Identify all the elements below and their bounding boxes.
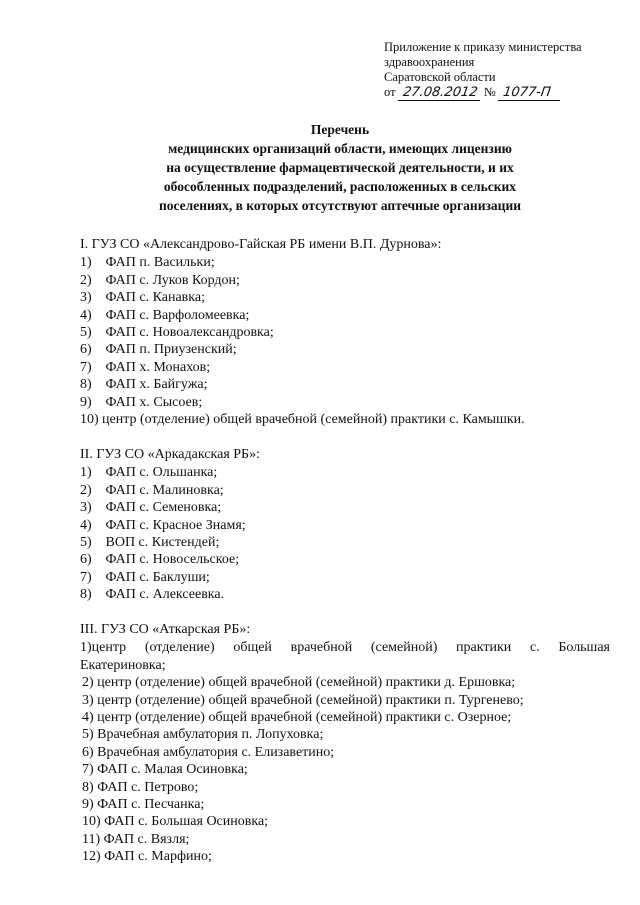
list-item: 3) ФАП с. Семеновка; <box>80 500 222 516</box>
list-item: 5) ФАП с. Новоалександровка; <box>80 325 274 341</box>
list-item: 4) центр (отделение) общей врачебной (семейной) практики с. Озерное; <box>82 710 512 726</box>
appendix-order-line <box>384 85 624 101</box>
list-item: 8) ФАП с. Алексеевка. <box>80 587 225 603</box>
list-item: 6) ФАП с. Новосельское; <box>80 552 240 568</box>
list-item: 7) ФАП с. Баклуши; <box>80 569 210 585</box>
list-item: 5) ВОП с. Кистендей; <box>80 535 220 551</box>
list-item: 4) ФАП с. Варфоломеевка; <box>80 307 250 323</box>
list-item: 2) ФАП с. Луков Кордон; <box>80 272 240 288</box>
list-item: 7) ФАП с. Малая Осиновка; <box>82 762 248 778</box>
section-2 <box>80 446 610 604</box>
document-title <box>90 120 590 215</box>
title-line-2: медицинских организаций области, имеющих лицензию <box>168 141 512 156</box>
list-item: 3) ФАП с. Канавка; <box>80 290 205 306</box>
title-line-1: Перечень <box>310 122 370 137</box>
title-line-3: на осуществление фармацевтической деятельности, и их <box>166 160 514 175</box>
list-item: 10) центр (отделение) общей врачебной (семейной) практики с. Камышки. <box>80 412 525 428</box>
list-item: 2) ФАП с. Малиновка; <box>80 482 224 498</box>
section-heading: II. ГУЗ СО «Аркадакская РБ»: <box>80 447 260 462</box>
title-line-4: обособленных подразделений, расположенных в сельских <box>163 179 517 194</box>
list-item: 6) ФАП п. Приузенский; <box>80 342 237 358</box>
list-item: 1) ФАП п. Васильки; <box>80 255 215 271</box>
list-item: 12) ФАП с. Марфино; <box>82 849 212 865</box>
list-item: 5) Врачебная амбулатория п. Лопуховка; <box>82 727 324 743</box>
from-label: от <box>384 85 396 99</box>
appendix-line-3: Саратовской области <box>384 70 496 84</box>
appendix-line-1: Приложение к приказу министерства <box>384 40 582 54</box>
list-item: 11) ФАП с. Вязля; <box>82 831 190 847</box>
section-heading: III. ГУЗ СО «Аткарская РБ»: <box>80 622 251 637</box>
list-item: 9) ФАП с. Песчанка; <box>82 797 205 813</box>
list-item: 1)центр (отделение) общей врачебной (семейной) практики с. Большая <box>80 640 610 656</box>
title-line-5: поселениях, в которых отсутствуют аптечные организации <box>158 198 522 213</box>
list-item: 3) центр (отделение) общей врачебной (семейной) практики п. Тургенево; <box>82 692 524 708</box>
list-item: 10) ФАП с. Большая Осиновка; <box>82 814 269 830</box>
section-1 <box>80 236 610 428</box>
list-item-continuation: Екатериновка; <box>80 657 166 673</box>
number-label: № <box>483 85 496 99</box>
list-item: 4) ФАП с. Красное Знамя; <box>80 517 246 533</box>
handwritten-number: 1077-П <box>498 85 562 101</box>
section-heading: I. ГУЗ СО «Александрово-Гайская РБ имени В.П. Дурнова»: <box>80 237 442 252</box>
list-item: 1) ФАП с. Ольшанка; <box>80 465 218 481</box>
section-3 <box>80 621 610 866</box>
appendix-note <box>384 40 624 101</box>
appendix-line-2: здравоохранения <box>384 55 475 69</box>
list-item: 6) Врачебная амбулатория с. Елизаветино; <box>82 744 335 760</box>
list-item: 8) ФАП с. Петрово; <box>82 779 199 795</box>
list-item: 7) ФАП х. Монахов; <box>80 359 211 375</box>
list-item: 8) ФАП х. Байгужа; <box>80 377 208 393</box>
list-item: 9) ФАП х. Сысоев; <box>80 394 203 410</box>
list-item: 2) центр (отделение) общей врачебной (семейной) практики д. Ершовка; <box>82 675 516 691</box>
handwritten-date: 27.08.2012 <box>398 85 482 101</box>
